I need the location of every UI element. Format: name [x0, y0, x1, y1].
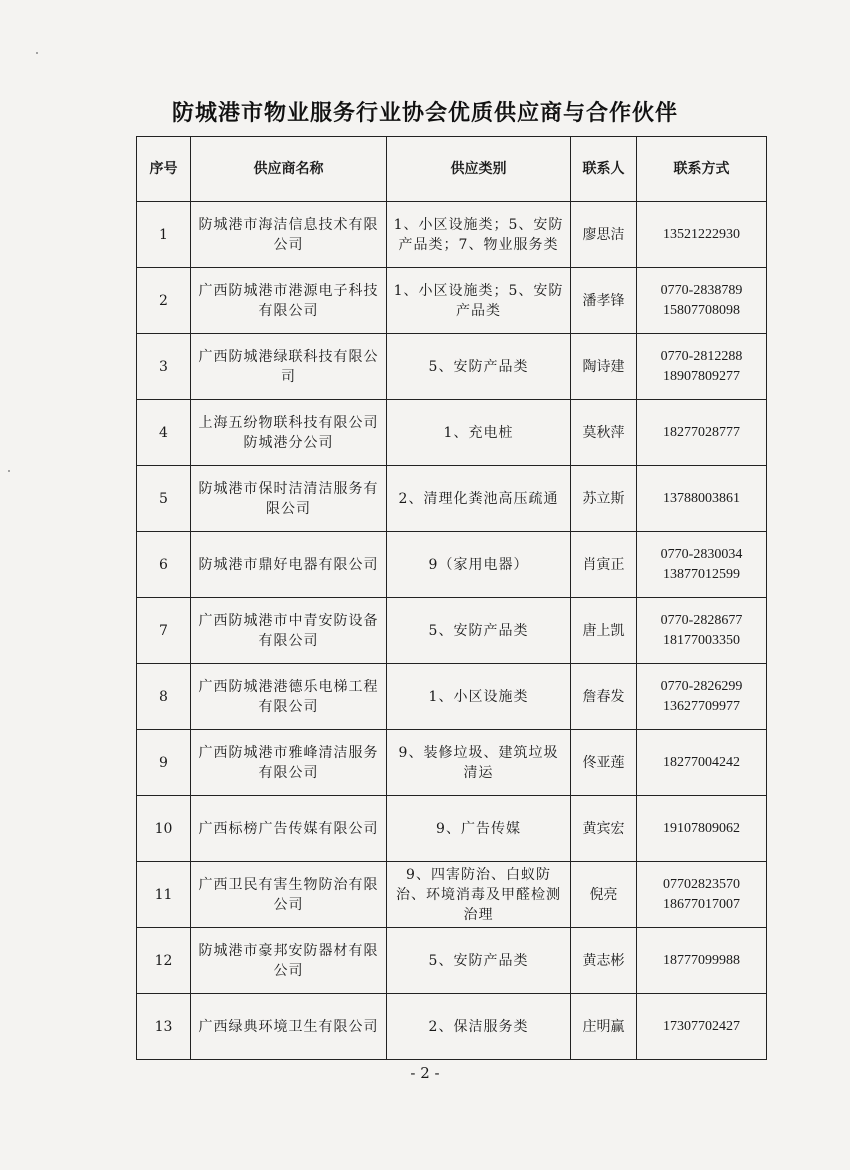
table-header-row [137, 137, 767, 202]
phone-number: 13877012599 [663, 566, 740, 582]
row-no: 1 [137, 202, 191, 268]
phone-number: 18777099988 [663, 952, 740, 968]
phone-number: 0770-2826299 [660, 678, 743, 694]
contact-info [637, 532, 767, 598]
contact-person: 苏立斯 [571, 466, 637, 532]
table-row [137, 334, 767, 400]
supply-category: 1、小区设施类 [387, 664, 571, 730]
supplier-table [136, 136, 767, 1060]
contact-info [637, 268, 767, 334]
document-title: 防城港市物业服务行业协会优质供应商与合作伙伴 [171, 101, 678, 126]
row-no: 7 [137, 598, 191, 664]
phone-number: 13627709977 [663, 698, 740, 714]
table-row [137, 796, 767, 862]
supplier-name: 广西标榜广告传媒有限公司 [191, 796, 387, 862]
contact-person: 莫秋萍 [571, 400, 637, 466]
contact-info [637, 400, 767, 466]
contact-person: 佟亚莲 [571, 730, 637, 796]
contact-person: 肖寅正 [571, 532, 637, 598]
contact-person: 倪亮 [571, 862, 637, 928]
row-no: 10 [137, 796, 191, 862]
table-row [137, 664, 767, 730]
table-row [137, 466, 767, 532]
row-no: 4 [137, 400, 191, 466]
contact-person: 陶诗建 [571, 334, 637, 400]
supply-category: 1、小区设施类；5、安防产品类 [387, 268, 571, 334]
header-no: 序号 [137, 137, 191, 202]
supply-category: 9、广告传媒 [387, 796, 571, 862]
supplier-name: 广西防城港市雅峰清洁服务有限公司 [191, 730, 387, 796]
header-person: 联系人 [571, 137, 637, 202]
supplier-name: 广西卫民有害生物防治有限公司 [191, 862, 387, 928]
phone-number: 0770-2828677 [660, 612, 743, 628]
row-no: 12 [137, 928, 191, 994]
contact-person: 黄宾宏 [571, 796, 637, 862]
row-no: 6 [137, 532, 191, 598]
phone-number: 15807708098 [663, 302, 740, 318]
table-row [137, 598, 767, 664]
table-row [137, 862, 767, 928]
supplier-name: 广西防城港绿联科技有限公司 [191, 334, 387, 400]
contact-info [637, 994, 767, 1060]
contact-info [637, 334, 767, 400]
table-row [137, 202, 767, 268]
phone-number: 18177003350 [663, 632, 740, 648]
supply-category: 5、安防产品类 [387, 928, 571, 994]
supply-category: 2、清理化粪池高压疏通 [387, 466, 571, 532]
supply-category: 5、安防产品类 [387, 598, 571, 664]
contact-person: 潘孝锋 [571, 268, 637, 334]
row-no: 9 [137, 730, 191, 796]
phone-number: 18277028777 [663, 424, 740, 440]
header-contact: 联系方式 [637, 137, 767, 202]
contact-info [637, 796, 767, 862]
phone-number: 13788003861 [663, 490, 740, 506]
table-row [137, 400, 767, 466]
header-category: 供应类别 [387, 137, 571, 202]
contact-person: 庄明赢 [571, 994, 637, 1060]
phone-number: 13521222930 [663, 226, 740, 242]
phone-number: 07702823570 [663, 876, 740, 892]
supplier-name: 防城港市鼎好电器有限公司 [191, 532, 387, 598]
contact-info [637, 202, 767, 268]
row-no: 13 [137, 994, 191, 1060]
contact-info [637, 664, 767, 730]
contact-info [637, 598, 767, 664]
supplier-name: 上海五纷物联科技有限公司防城港分公司 [191, 400, 387, 466]
row-no: 11 [137, 862, 191, 928]
supply-category: 2、保洁服务类 [387, 994, 571, 1060]
phone-number: 19107809062 [663, 820, 740, 836]
supplier-name: 广西绿典环境卫生有限公司 [191, 994, 387, 1060]
supplier-name: 防城港市海洁信息技术有限公司 [191, 202, 387, 268]
supply-category: 1、小区设施类；5、安防产品类；7、物业服务类 [387, 202, 571, 268]
supplier-name: 广西防城港市中青安防设备有限公司 [191, 598, 387, 664]
table-row [137, 532, 767, 598]
phone-number: 18677017007 [663, 896, 740, 912]
row-no: 2 [137, 268, 191, 334]
phone-number: 17307702427 [663, 1018, 740, 1034]
contact-info [637, 466, 767, 532]
supplier-name: 防城港市保时洁清洁服务有限公司 [191, 466, 387, 532]
supplier-name: 广西防城港港德乐电梯工程有限公司 [191, 664, 387, 730]
phone-number: 0770-2830034 [660, 546, 743, 562]
table-row [137, 730, 767, 796]
header-name: 供应商名称 [191, 137, 387, 202]
supply-category: 5、安防产品类 [387, 334, 571, 400]
supplier-name: 防城港市豪邦安防器材有限公司 [191, 928, 387, 994]
row-no: 3 [137, 334, 191, 400]
contact-person: 唐上凯 [571, 598, 637, 664]
contact-person: 廖思洁 [571, 202, 637, 268]
supply-category: 9、装修垃圾、建筑垃圾清运 [387, 730, 571, 796]
phone-number: 0770-2812288 [660, 348, 743, 364]
phone-number: 0770-2838789 [660, 282, 743, 298]
contact-person: 詹春发 [571, 664, 637, 730]
phone-number: 18907809277 [663, 368, 740, 384]
table-row [137, 994, 767, 1060]
scan-speck [36, 52, 38, 54]
contact-info [637, 928, 767, 994]
table-row [137, 268, 767, 334]
supply-category: 9、四害防治、白蚁防治、环境消毒及甲醛检测治理 [387, 862, 571, 928]
page-number: - 2 - [410, 1064, 440, 1082]
table-row [137, 928, 767, 994]
contact-info [637, 862, 767, 928]
contact-person: 黄志彬 [571, 928, 637, 994]
supplier-name: 广西防城港市港源电子科技有限公司 [191, 268, 387, 334]
supply-category: 9（家用电器） [387, 532, 571, 598]
scan-speck [8, 470, 10, 472]
phone-number: 18277004242 [663, 754, 740, 770]
row-no: 8 [137, 664, 191, 730]
row-no: 5 [137, 466, 191, 532]
supply-category: 1、充电桩 [387, 400, 571, 466]
contact-info [637, 730, 767, 796]
